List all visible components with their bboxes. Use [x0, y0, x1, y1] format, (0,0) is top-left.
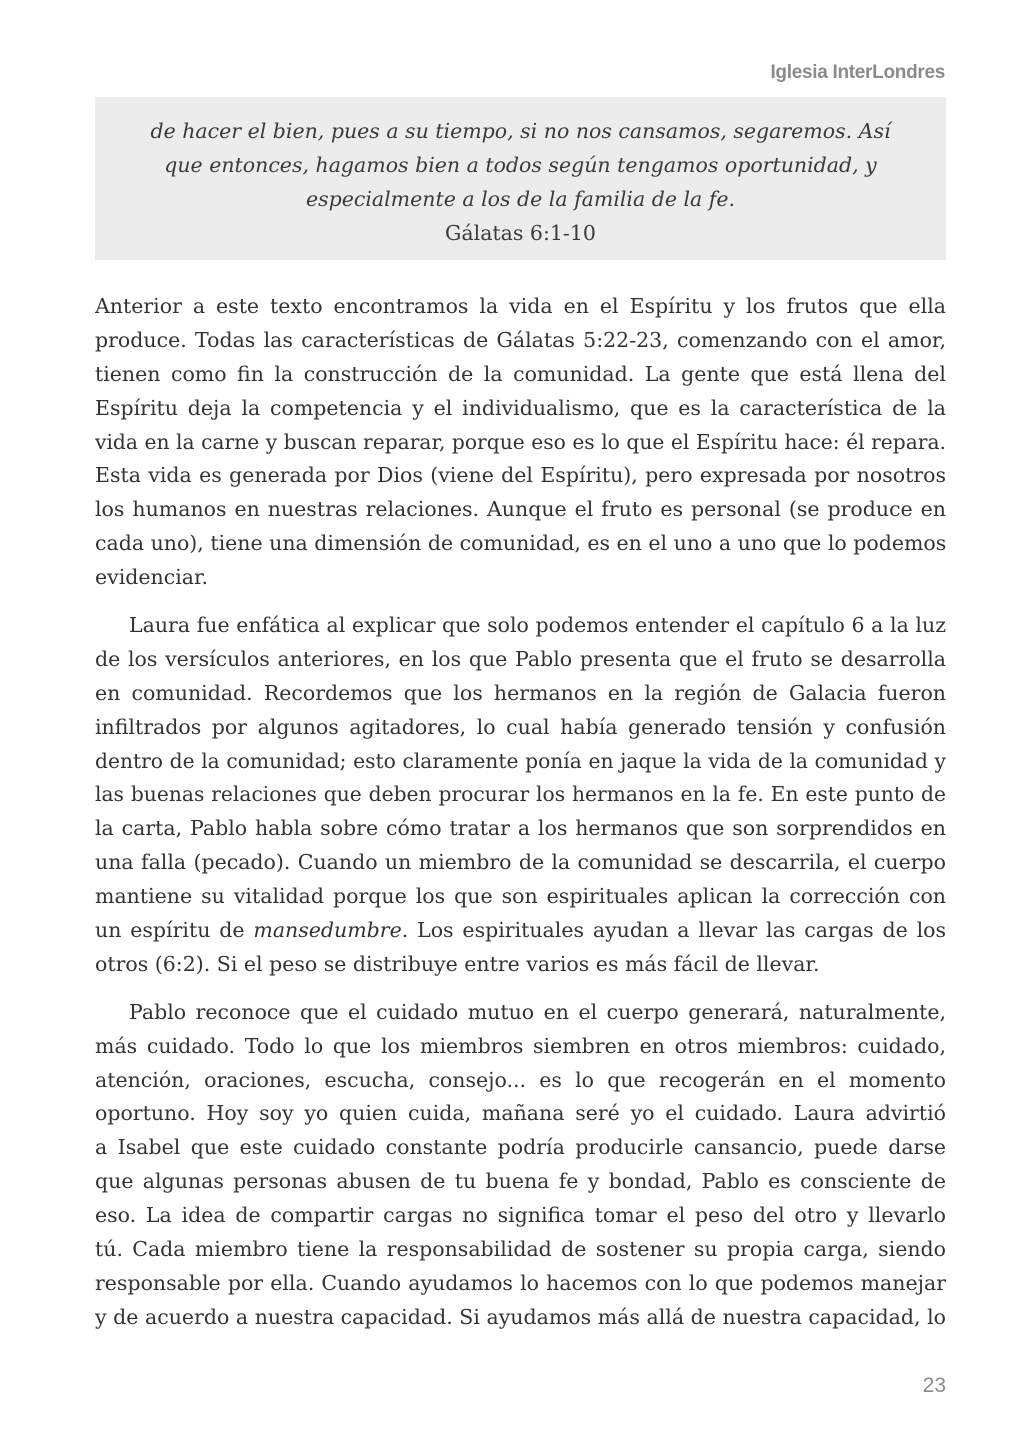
text-line: en comunidad. Recordemos que los hermanos en la región de Galacia fueron	[95, 680, 946, 705]
text-line: oportuno. Hoy soy yo quien cuida, mañana seré yo el cuidado. Laura advirtió	[95, 1101, 946, 1126]
text-line: que algunas personas abusen de tu buena fe y bondad, Pablo es consciente de	[95, 1169, 946, 1194]
text-line: los humanos en nuestras relaciones. Aunque el fruto es personal (se produce en	[95, 497, 946, 522]
text-line: tú. Cada miembro tiene la responsabilidad de sostener su propia carga, siendo	[95, 1237, 946, 1262]
body-text	[95, 290, 946, 1349]
running-header: Iglesia InterLondres	[770, 62, 945, 83]
text-line: las buenas relaciones que deben procurar los hermanos en la fe. En este punto de	[95, 782, 946, 807]
text-line: eso. La idea de compartir cargas no significa tomar el peso del otro y llevarlo	[95, 1203, 946, 1228]
page-number: 23	[922, 1374, 946, 1397]
text-line: tienen como fin la construcción de la comunidad. La gente que está llena del	[95, 361, 946, 386]
paragraph-1	[95, 290, 946, 595]
text-line: más cuidado. Todo lo que los miembros siembren en otros miembros: cuidado,	[95, 1033, 946, 1058]
text-segment: . Los espirituales ayudan a llevar las cargas de los	[401, 918, 946, 943]
text-line: evidenciar.	[95, 565, 209, 590]
text-line-with-emphasis	[95, 914, 946, 948]
scripture-quote-box	[95, 97, 946, 260]
text-line: dentro de la comunidad; esto claramente ponía en jaque la vida de la comunidad y	[95, 748, 946, 773]
quote-line: de hacer el bien, pues a su tiempo, si no nos cansamos, segaremos. Así	[150, 119, 891, 143]
text-line: produce. Todas las características de Gálatas 5:22-23, comenzando con el amor,	[95, 327, 946, 352]
text-line: atención, oraciones, escucha, consejo... es lo que recogerán en el momento	[95, 1067, 946, 1092]
text-line: infiltrados por algunos agitadores, lo cual había generado tensión y confusión	[95, 714, 946, 739]
paragraph-2	[95, 609, 946, 982]
text-line: cada uno), tiene una dimensión de comunidad, es en el uno a uno que lo podemos	[95, 531, 946, 556]
text-line: la carta, Pablo habla sobre cómo tratar a los hermanos que son sorprendidos en	[95, 816, 946, 841]
text-line: una falla (pecado). Cuando un miembro de la comunidad se descarrila, el cuerpo	[95, 850, 946, 875]
quote-line: que entonces, hagamos bien a todos según tengamos oportunidad, y	[164, 153, 877, 177]
quote-line: especialmente a los de la familia de la fe.	[305, 187, 736, 211]
text-line: y de acuerdo a nuestra capacidad. Si ayudamos más allá de nuestra capacidad, lo	[95, 1304, 946, 1329]
text-segment: un espíritu de	[95, 918, 254, 943]
text-line: Espíritu deja la competencia y el individualismo, que es la característica de la	[95, 395, 946, 420]
text-line: Pablo reconoce que el cuidado mutuo en el cuerpo generará, naturalmente,	[129, 999, 946, 1024]
text-line: otros (6:2). Si el peso se distribuye entre varios es más fácil de llevar.	[95, 951, 820, 976]
text-line: Esta vida es generada por Dios (viene del Espíritu), pero expresada por nosotros	[95, 463, 946, 488]
text-line: responsable por ella. Cuando ayudamos lo hacemos con lo que podemos manejar	[95, 1270, 946, 1295]
text-line: mantiene su vitalidad porque los que son espirituales aplican la corrección con	[95, 884, 946, 909]
paragraph-3	[95, 996, 946, 1335]
quote-reference: Gálatas 6:1-10	[445, 221, 596, 245]
emphasized-word: mansedumbre	[253, 918, 402, 943]
text-line: de los versículos anteriores, en los que Pablo presenta que el fruto se desarrolla	[95, 646, 946, 671]
text-line: Anterior a este texto encontramos la vida en el Espíritu y los frutos que ella	[95, 294, 946, 318]
text-line: Laura fue enfática al explicar que solo podemos entender el capítulo 6 a la luz	[129, 613, 946, 638]
text-line: vida en la carne y buscan reparar, porque eso es lo que el Espíritu hace: él repara.	[95, 429, 946, 454]
text-line: a Isabel que este cuidado constante podría producirle cansancio, puede darse	[95, 1135, 946, 1160]
